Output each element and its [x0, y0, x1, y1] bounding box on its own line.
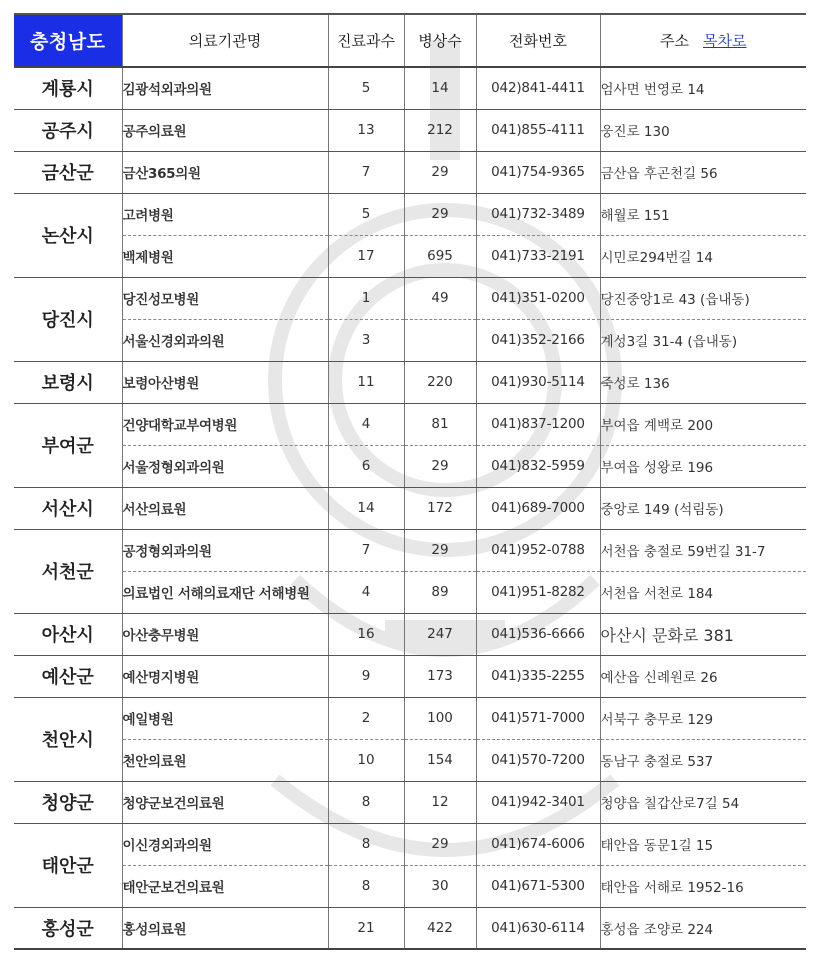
hospital-name: 홍성의료원: [122, 907, 328, 949]
city-name: 서산시: [14, 487, 122, 529]
phone-number: 042)841-4411: [476, 67, 600, 109]
department-count: 17: [328, 235, 404, 277]
hospital-name: 공주의료원: [122, 109, 328, 151]
table-row: [14, 193, 806, 235]
bed-count: 29: [404, 193, 476, 235]
phone-number: 041)351-0200: [476, 277, 600, 319]
bed-count: 212: [404, 109, 476, 151]
table-row: [14, 235, 806, 277]
bed-count: 30: [404, 865, 476, 907]
table-row: [14, 319, 806, 361]
department-count: 2: [328, 697, 404, 739]
bed-count: 29: [404, 445, 476, 487]
address: 예산읍 신례원로 26: [600, 655, 806, 697]
department-count: 1: [328, 277, 404, 319]
table-row: [14, 697, 806, 739]
address: 아산시 문화로 381: [600, 613, 806, 655]
department-count: 9: [328, 655, 404, 697]
address: 중앙로 149 (석림동): [600, 487, 806, 529]
col-header-address-label: 주소: [660, 32, 689, 50]
hospital-table: [14, 13, 806, 950]
department-count: 7: [328, 529, 404, 571]
department-count: 5: [328, 193, 404, 235]
phone-number: 041)952-0788: [476, 529, 600, 571]
phone-number: 041)536-6666: [476, 613, 600, 655]
department-count: 14: [328, 487, 404, 529]
hospital-name: 예산명지병원: [122, 655, 328, 697]
address: 태안읍 동문1길 15: [600, 823, 806, 865]
bed-count: 220: [404, 361, 476, 403]
address: 서천읍 충절로 59번길 31-7: [600, 529, 806, 571]
phone-number: 041)837-1200: [476, 403, 600, 445]
bed-count: 12: [404, 781, 476, 823]
province-header: 충청남도: [14, 14, 122, 67]
col-header-departments: 진료과수: [328, 14, 404, 67]
address: 당진중앙1로 43 (읍내동): [600, 277, 806, 319]
table-row: [14, 445, 806, 487]
hospital-name: 태안군보건의료원: [122, 865, 328, 907]
bed-count: 173: [404, 655, 476, 697]
department-count: 7: [328, 151, 404, 193]
phone-number: 041)335-2255: [476, 655, 600, 697]
address: 금산읍 후곤천길 56: [600, 151, 806, 193]
city-name: 예산군: [14, 655, 122, 697]
phone-number: 041)942-3401: [476, 781, 600, 823]
table-row: [14, 361, 806, 403]
city-name: 홍성군: [14, 907, 122, 949]
table-body: [14, 67, 806, 949]
address: 서천읍 서천로 184: [600, 571, 806, 613]
hospital-name: 서산의료원: [122, 487, 328, 529]
address: 부여읍 계백로 200: [600, 403, 806, 445]
table-row: [14, 67, 806, 109]
address: 부여읍 성왕로 196: [600, 445, 806, 487]
address: 홍성읍 조양로 224: [600, 907, 806, 949]
address: 서북구 충무로 129: [600, 697, 806, 739]
hospital-name: 보령아산병원: [122, 361, 328, 403]
city-name: 보령시: [14, 361, 122, 403]
table-row: [14, 865, 806, 907]
department-count: 8: [328, 823, 404, 865]
hospital-name: 고려병원: [122, 193, 328, 235]
bed-count: 695: [404, 235, 476, 277]
city-name: 금산군: [14, 151, 122, 193]
phone-number: 041)832-5959: [476, 445, 600, 487]
bed-count: 29: [404, 151, 476, 193]
address: 해월로 151: [600, 193, 806, 235]
phone-number: 041)570-7200: [476, 739, 600, 781]
phone-number: 041)732-3489: [476, 193, 600, 235]
city-name: 청양군: [14, 781, 122, 823]
table-row: [14, 529, 806, 571]
table-row: [14, 907, 806, 949]
hospital-name: 백제병원: [122, 235, 328, 277]
address: 계성3길 31-4 (읍내동): [600, 319, 806, 361]
table-row: [14, 655, 806, 697]
phone-number: 041)754-9365: [476, 151, 600, 193]
department-count: 5: [328, 67, 404, 109]
address: 청양읍 칠갑산로7길 54: [600, 781, 806, 823]
bed-count: 172: [404, 487, 476, 529]
hospital-name: 건양대학교부여병원: [122, 403, 328, 445]
table-row: [14, 277, 806, 319]
phone-number: 041)571-7000: [476, 697, 600, 739]
address: 동남구 충절로 537: [600, 739, 806, 781]
hospital-name: 서울신경외과의원: [122, 319, 328, 361]
col-header-beds: 병상수: [404, 14, 476, 67]
table-row: [14, 109, 806, 151]
bed-count: 247: [404, 613, 476, 655]
table-row: [14, 613, 806, 655]
bed-count: 81: [404, 403, 476, 445]
hospital-name: 아산충무병원: [122, 613, 328, 655]
table-row: [14, 403, 806, 445]
bed-count: [404, 319, 476, 361]
hospital-name: 청양군보건의료원: [122, 781, 328, 823]
bed-count: 89: [404, 571, 476, 613]
department-count: 10: [328, 739, 404, 781]
department-count: 8: [328, 781, 404, 823]
bed-count: 14: [404, 67, 476, 109]
address: 웅진로 130: [600, 109, 806, 151]
table-row: [14, 571, 806, 613]
toc-link[interactable]: 목차로: [703, 32, 747, 50]
table-row: [14, 739, 806, 781]
city-name: 서천군: [14, 529, 122, 613]
bed-count: 29: [404, 529, 476, 571]
table-row: [14, 781, 806, 823]
hospital-name: 이신경외과의원: [122, 823, 328, 865]
col-header-address: [600, 14, 806, 67]
table-header-row: [14, 14, 806, 67]
city-name: 부여군: [14, 403, 122, 487]
bed-count: 154: [404, 739, 476, 781]
hospital-name: 금산365의원: [122, 151, 328, 193]
hospital-name: 천안의료원: [122, 739, 328, 781]
city-name: 천안시: [14, 697, 122, 781]
phone-number: 041)630-6114: [476, 907, 600, 949]
phone-number: 041)674-6006: [476, 823, 600, 865]
department-count: 6: [328, 445, 404, 487]
department-count: 13: [328, 109, 404, 151]
city-name: 태안군: [14, 823, 122, 907]
phone-number: 041)855-4111: [476, 109, 600, 151]
department-count: 4: [328, 403, 404, 445]
table-row: [14, 823, 806, 865]
address: 태안읍 서해로 1952-16: [600, 865, 806, 907]
hospital-name: 예일병원: [122, 697, 328, 739]
city-name: 공주시: [14, 109, 122, 151]
hospital-name: 당진성모병원: [122, 277, 328, 319]
table-row: [14, 151, 806, 193]
department-count: 3: [328, 319, 404, 361]
col-header-name: 의료기관명: [122, 14, 328, 67]
hospital-name: 김광석외과의원: [122, 67, 328, 109]
city-name: 논산시: [14, 193, 122, 277]
hospital-name: 공정형외과의원: [122, 529, 328, 571]
phone-number: 041)352-2166: [476, 319, 600, 361]
bed-count: 422: [404, 907, 476, 949]
phone-number: 041)689-7000: [476, 487, 600, 529]
hospital-name: 서울정형외과의원: [122, 445, 328, 487]
department-count: 11: [328, 361, 404, 403]
bed-count: 100: [404, 697, 476, 739]
col-header-phone: 전화번호: [476, 14, 600, 67]
bed-count: 29: [404, 823, 476, 865]
department-count: 8: [328, 865, 404, 907]
city-name: 아산시: [14, 613, 122, 655]
phone-number: 041)951-8282: [476, 571, 600, 613]
table-row: [14, 487, 806, 529]
address: 엄사면 번영로 14: [600, 67, 806, 109]
department-count: 4: [328, 571, 404, 613]
bed-count: 49: [404, 277, 476, 319]
city-name: 당진시: [14, 277, 122, 361]
city-name: 계룡시: [14, 67, 122, 109]
address: 시민로294번길 14: [600, 235, 806, 277]
phone-number: 041)733-2191: [476, 235, 600, 277]
address: 죽성로 136: [600, 361, 806, 403]
hospital-name: 의료법인 서해의료재단 서해병원: [122, 571, 328, 613]
department-count: 21: [328, 907, 404, 949]
phone-number: 041)671-5300: [476, 865, 600, 907]
department-count: 16: [328, 613, 404, 655]
phone-number: 041)930-5114: [476, 361, 600, 403]
